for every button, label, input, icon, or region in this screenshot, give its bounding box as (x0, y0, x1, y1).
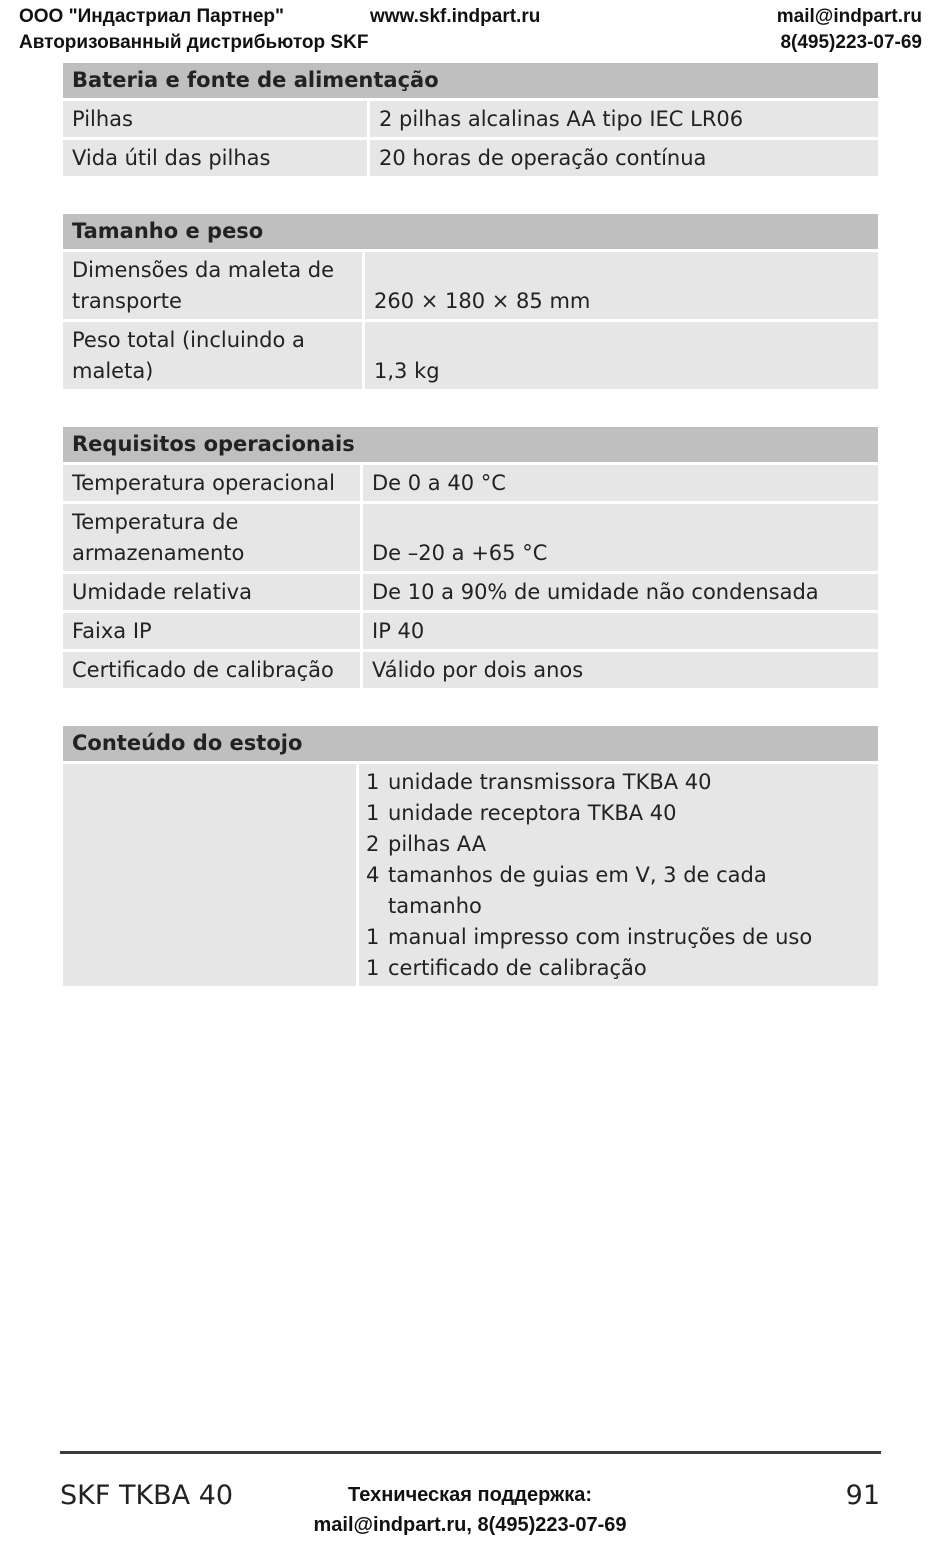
row-value: IP 40 (363, 613, 878, 649)
row-label: Temperatura operacional (63, 465, 360, 501)
row-value: 2 pilhas alcalinas AA tipo IEC LR06 (370, 101, 878, 137)
size-table (63, 214, 878, 392)
table-row (63, 504, 878, 571)
contents-list (366, 767, 870, 984)
row-value: 260 × 180 × 85 mm (365, 252, 878, 319)
row-value: De 10 a 90% de umidade não condensada (363, 574, 878, 610)
table-row (63, 101, 878, 137)
table-row (63, 613, 878, 649)
contents-table-title: Conteúdo do estojo (63, 726, 878, 761)
footer-support-label: Техническая поддержка: (347, 1484, 592, 1506)
row-value: Válido por dois anos (363, 652, 878, 688)
list-item: 1 unidade transmissora TKBA 40 (366, 770, 712, 794)
header-company: ООО "Индастриал Партнер" (19, 6, 284, 27)
operational-table (63, 427, 878, 691)
footer-support (270, 1480, 670, 1540)
table-row (63, 322, 878, 389)
row-label: Vida útil das pilhas (63, 140, 367, 176)
footer-product: SKF TKBA 40 (60, 1480, 234, 1511)
header-website: www.skf.indpart.ru (370, 6, 541, 27)
footer-support-contact: mail@indpart.ru, 8(495)223-07-69 (313, 1514, 627, 1536)
footer-divider (60, 1451, 881, 1454)
header-email: mail@indpart.ru (776, 6, 922, 27)
list-item: 2 pilhas AA (366, 832, 487, 856)
row-label: Umidade relativa (63, 574, 360, 610)
header-phone: 8(495)223-07-69 (780, 32, 922, 53)
table-row (63, 764, 878, 986)
table-row (63, 574, 878, 610)
row-value: De 0 a 40 °C (363, 465, 878, 501)
row-label: Dimensões da maleta de transporte (63, 252, 362, 319)
table-row (63, 465, 878, 501)
row-value: 20 horas de operação contínua (370, 140, 878, 176)
row-label: Temperatura de armazenamento (63, 504, 360, 571)
row-label: Peso total (incluindo a maleta) (63, 322, 362, 389)
row-label-empty (63, 764, 356, 986)
row-label: Pilhas (63, 101, 367, 137)
list-item: 1 certificado de calibração (366, 956, 647, 980)
row-value: 1,3 kg (365, 322, 878, 389)
header-distributor: Авторизованный дистрибьютор SKF (19, 32, 369, 53)
contents-list-cell (359, 764, 878, 986)
list-item: 1 unidade receptora TKBA 40 (366, 801, 677, 825)
list-item: 1 manual impresso com instruções de uso (366, 925, 813, 949)
row-label: Faixa IP (63, 613, 360, 649)
operational-table-title: Requisitos operacionais (63, 427, 878, 462)
battery-table (63, 63, 878, 179)
size-table-title: Tamanho e peso (63, 214, 878, 249)
table-row (63, 140, 878, 176)
row-value: De –20 a +65 °C (363, 504, 878, 571)
table-row (63, 652, 878, 688)
page-number: 91 (845, 1480, 880, 1511)
contents-table (63, 726, 878, 989)
row-label: Certificado de calibração (63, 652, 360, 688)
table-row (63, 252, 878, 319)
battery-table-title: Bateria e fonte de alimentação (63, 63, 878, 98)
list-item: 4 tamanhos de guias em V, 3 de cada tamanho (366, 863, 767, 918)
